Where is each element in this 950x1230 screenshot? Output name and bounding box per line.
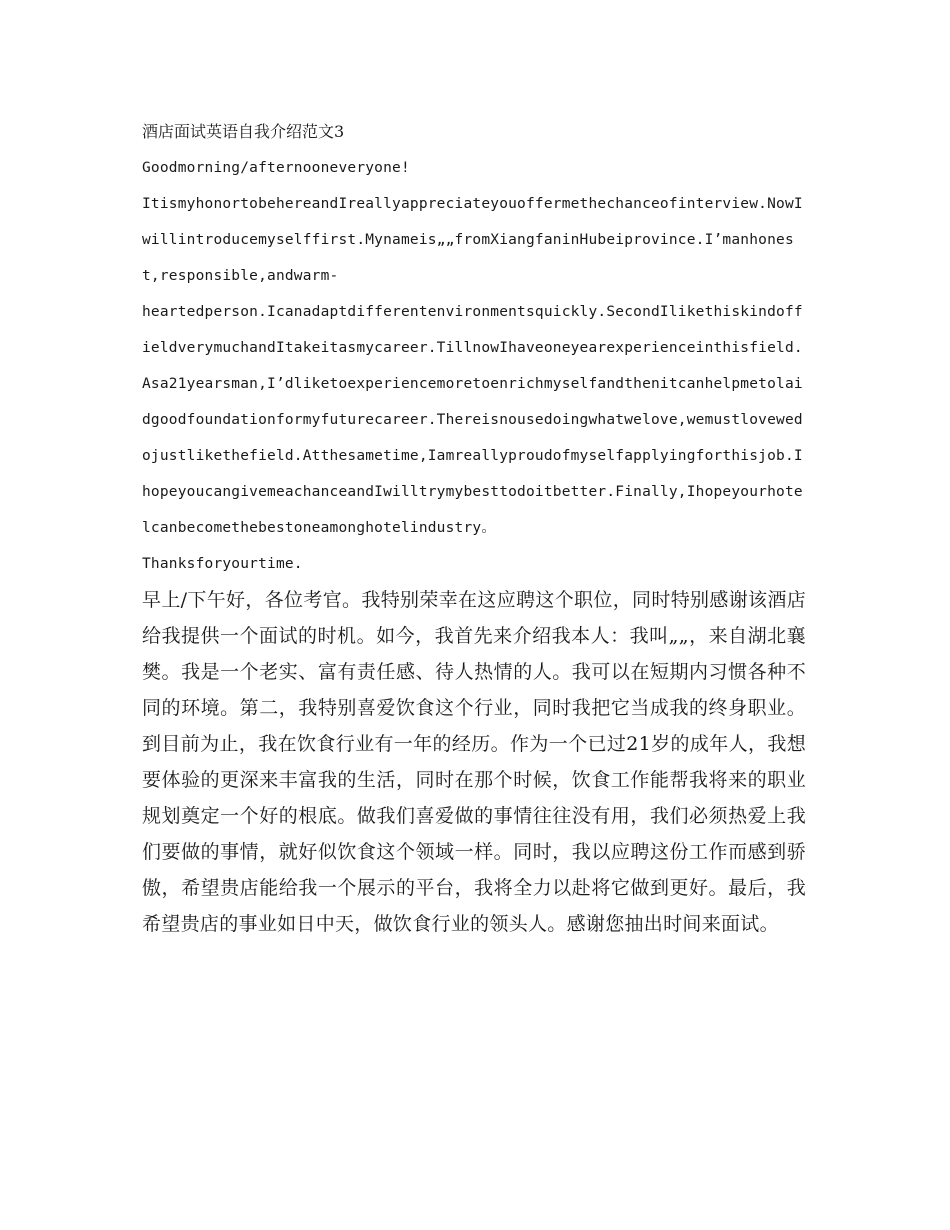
chinese-body-paragraph: 早上/下午好，各位考官。我特别荣幸在这应聘这个职位，同时特别感谢该酒店给我提供一个面试的时机。如今，我首先来介绍我本人：我叫„„，来自湖北襄樊。我是一个老实、富有责任感、待人热情的人。我可以在短期内习惯各种不同的环境。第二，我特别喜爱饮食这个行业，同时我把它当成我的终身职业。到目前为止，我在饮食行业有一年的经历。作为一个已过21岁的成年人，我想要体验的更深来丰富我的生活，同时在那个时候，饮食工作能帮我将来的职业规划奠定一个好的根底。做我们喜爱做的事情往往没有用，我们必须热爱上我们要做的事情，就好似饮食这个领域一样。同时，我以应聘这份工作而感到骄傲，希望贵店能给我一个展示的平台，我将全力以赴将它做到更好。最后，我希望贵店的事业如日中天，做饮食行业的领头人。感谢您抽出时间来面试。 (142, 589, 806, 935)
english-closing: Thanksforyourtime. (142, 556, 303, 572)
english-greeting: Goodmorning/afternooneveryone! (142, 160, 410, 176)
document-page (142, 114, 806, 942)
english-body-paragraph: ItismyhonortobehereandIreallyappreciateyouoffermethechanceofinterview.NowIwillintroducemyselffirst.Mynameis„„fromXiangfaninHubeiprovince.I’manhonest,responsible,andwarm- (142, 196, 803, 284)
document-title: 酒店面试英语自我介绍范文3 (142, 122, 345, 141)
english-body-paragraph-continued: heartedperson.Icanadaptdifferentenvironmentsquickly.SecondIlikethiskindoffieldverymuchandItakeitasmycareer.TillnowIhaveoneyearexperienceinthisfield.Asa21yearsman,I’dliketoexperiencemoretoenrichmyselfandthenitcanhelpmetolaidgoodfoundationformyfuturecareer.Thereisnousedoingwhatwelove,wemustlovewedojustlikethefield.Atthesametime,Iamreallyproudofmyselfapplyingforthisjob.IhopeyoucangivemeachanceandIwilltrymybesttodoitbetter.Finally,Ihopeyourhotelcanbecomethebestoneamonghotelindustry。 (142, 304, 803, 536)
